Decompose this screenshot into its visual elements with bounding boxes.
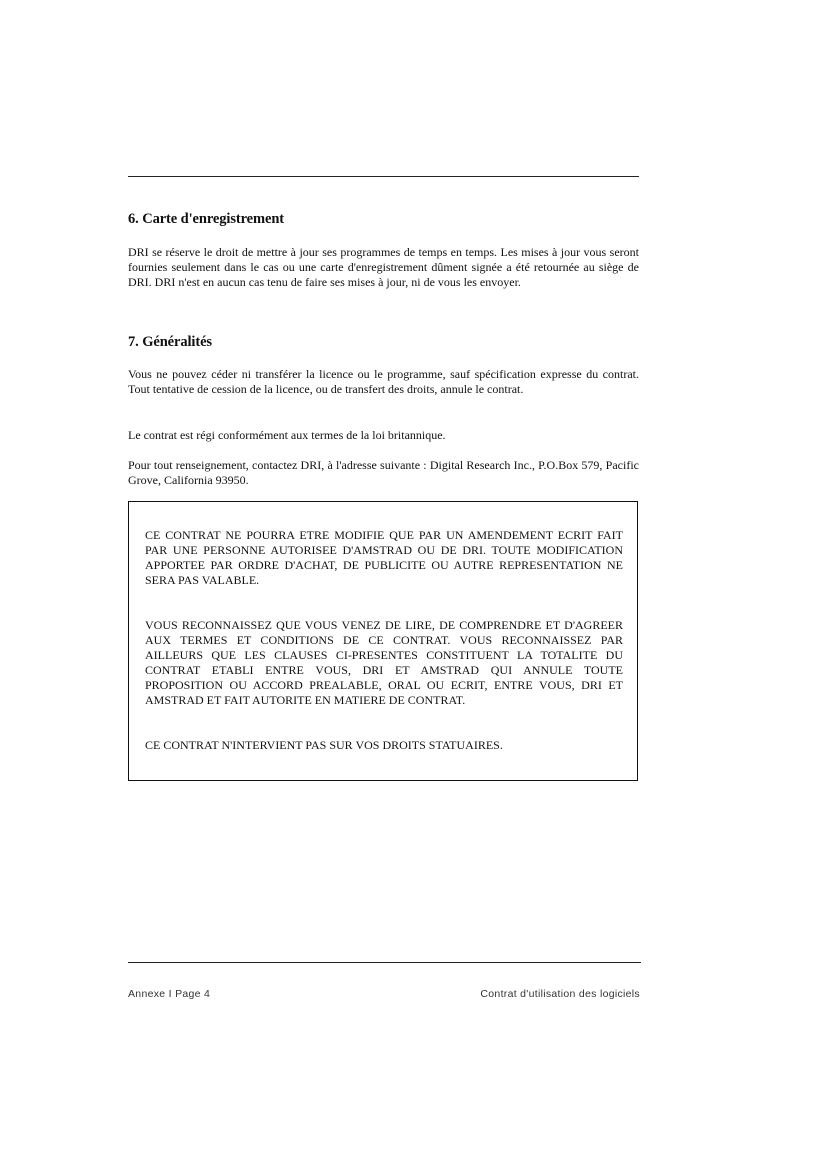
bottom-divider: [128, 962, 641, 963]
section-6-heading: 6. Carte d'enregistrement: [128, 211, 285, 227]
section-7-paragraph-3: Pour tout renseignement, contactez DRI, à l'adresse suivante : Digital Research Inc., P.O.Box 579, Pacific Grove, California 93950.: [128, 458, 639, 487]
section-7-heading: 7. Généralités: [128, 334, 212, 350]
footer-page-label: Annexe I Page 4: [128, 988, 211, 1000]
notice-paragraph-2: VOUS RECONNAISSEZ QUE VOUS VENEZ DE LIRE, DE COMPRENDRE ET D'AGREER AUX TERMES ET CONDITIONS DE CE CONTRAT. VOUS RECONNAISSEZ PAR AILLEURS QUE LES CLAUSES CI-PRESENTES CONSTITUENT LA TOTALITE DU CONTRAT ETABLI ENTRE VOUS, DRI ET AMSTRAD QUI ANNULE TOUTE PROPOSITION OU ACCORD PREALABLE, ORAL OU ECRIT, ENTRE VOUS, DRI ET AMSTRAD ET FAIT AUTORITE EN MATIERE DE CONTRAT.: [145, 618, 623, 707]
section-7-paragraph-1: Vous ne pouvez céder ni transférer la licence ou le programme, sauf spécification expresse du contrat. Tout tentative de cession de la licence, ou de transfert des droits, annule le contrat.: [128, 367, 639, 396]
top-divider: [128, 176, 639, 177]
footer-document-title: Contrat d'utilisation des logiciels: [480, 988, 640, 1000]
section-7-paragraph-2: Le contrat est régi conformément aux termes de la loi britannique.: [128, 428, 446, 442]
notice-paragraph-3: CE CONTRAT N'INTERVIENT PAS SUR VOS DROITS STATUAIRES.: [145, 738, 503, 752]
notice-paragraph-1: CE CONTRAT NE POURRA ETRE MODIFIE QUE PAR UN AMENDEMENT ECRIT FAIT PAR UNE PERSONNE AUTORISEE D'AMSTRAD OU DE DRI. TOUTE MODIFICATION APPORTEE PAR ORDRE D'ACHAT, DE PUBLICITE OU AUTRE REPRESENTATION NE SERA PAS VALABLE.: [145, 528, 623, 587]
contract-notice-box: [128, 501, 638, 781]
section-6-paragraph: DRI se réserve le droit de mettre à jour ses programmes de temps en temps. Les mises à jour vous seront fournies seulement dans le cas ou une carte d'enregistrement dûment signée a été retournée au siège de DRI. DRI n'est en aucun cas tenu de faire ses mises à jour, ni de vous les envoyer.: [128, 245, 639, 289]
